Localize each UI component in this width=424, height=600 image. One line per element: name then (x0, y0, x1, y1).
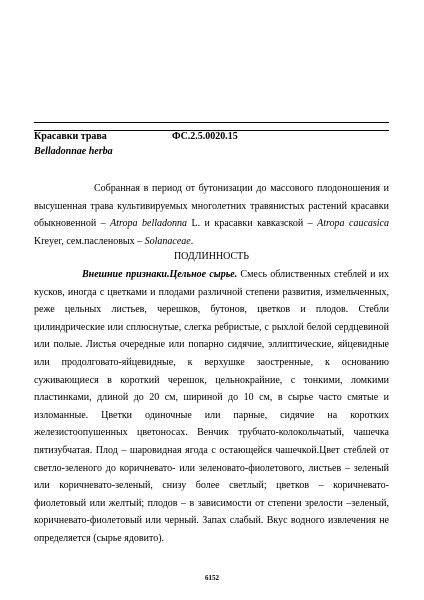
header-top-rule (34, 122, 389, 123)
page-number: 6152 (205, 574, 219, 582)
latin-name: Belladonnae herba (34, 146, 113, 157)
section-heading: ПОДЛИННОСТЬ (173, 251, 250, 262)
subsection-sublead: Цельное сырье. (169, 269, 238, 280)
monograph-title: Красавки трава (34, 131, 107, 142)
definition-paragraph: Собранная в период от бутонизации до массового плодоношения и высушенная трава культивируемых многолетних травянистых растений красавки обыкновенной – Atropa belladonna L. и красавки кавказской – Atropa caucasica Kreyer, сем.пасленовых – Solanaceae. (34, 183, 389, 247)
species-name: Atropa belladonna (110, 218, 187, 230)
species-name: Atropa caucasica (317, 218, 389, 230)
external-signs-paragraph: Внешние признаки.Цельное сырье. Смесь облиственных стеблей и их кусков, иногда с цветками и плодами различной степени развития, измельченных, реже цельных листьев, черешков, бутонов, цветков и плодов. Стебли цилиндрические или сплюснутые, слегка ребристые, с рыхлой белой сердцевиной или полые. Листья очередные или попарно сидячие, эллиптические, яйцевидные или продолговато-яйцевидные, к верхушке заостренные, к основанию суживающиеся в короткий черешок, цельнокрайние, с тонкими, ломкими пластинками, длиной до 20 см, шириной до 10 см, в сырье часто смятые и изломанные. Цветки одиночные или парные, сидячие на коротких железистоопушенных цветоносах. Венчик трубчато-колокольчатый, чашечка пятизубчатая. Плод – шаровидная ягода с остающейся чашечкой.Цвет стеблей от светло-зеленого до коричневато- или зеленовато-фиолетового, листьев – зеленый или коричневато-зеленый, снизу более светлый; цветков – коричневато-фиолетовый или желтый; плодов – в зависимости от степени зрелости –зеленый, коричневато-фиолетовый или черный. Запах слабый. Вкус водного извлечения не определяется (сырье ядовито). (34, 269, 389, 544)
monograph-code: ФС.2.5.0020.15 (172, 131, 238, 142)
family-name: Solanaceae (144, 235, 191, 247)
subsection-lead: Внешние признаки. (82, 269, 170, 280)
